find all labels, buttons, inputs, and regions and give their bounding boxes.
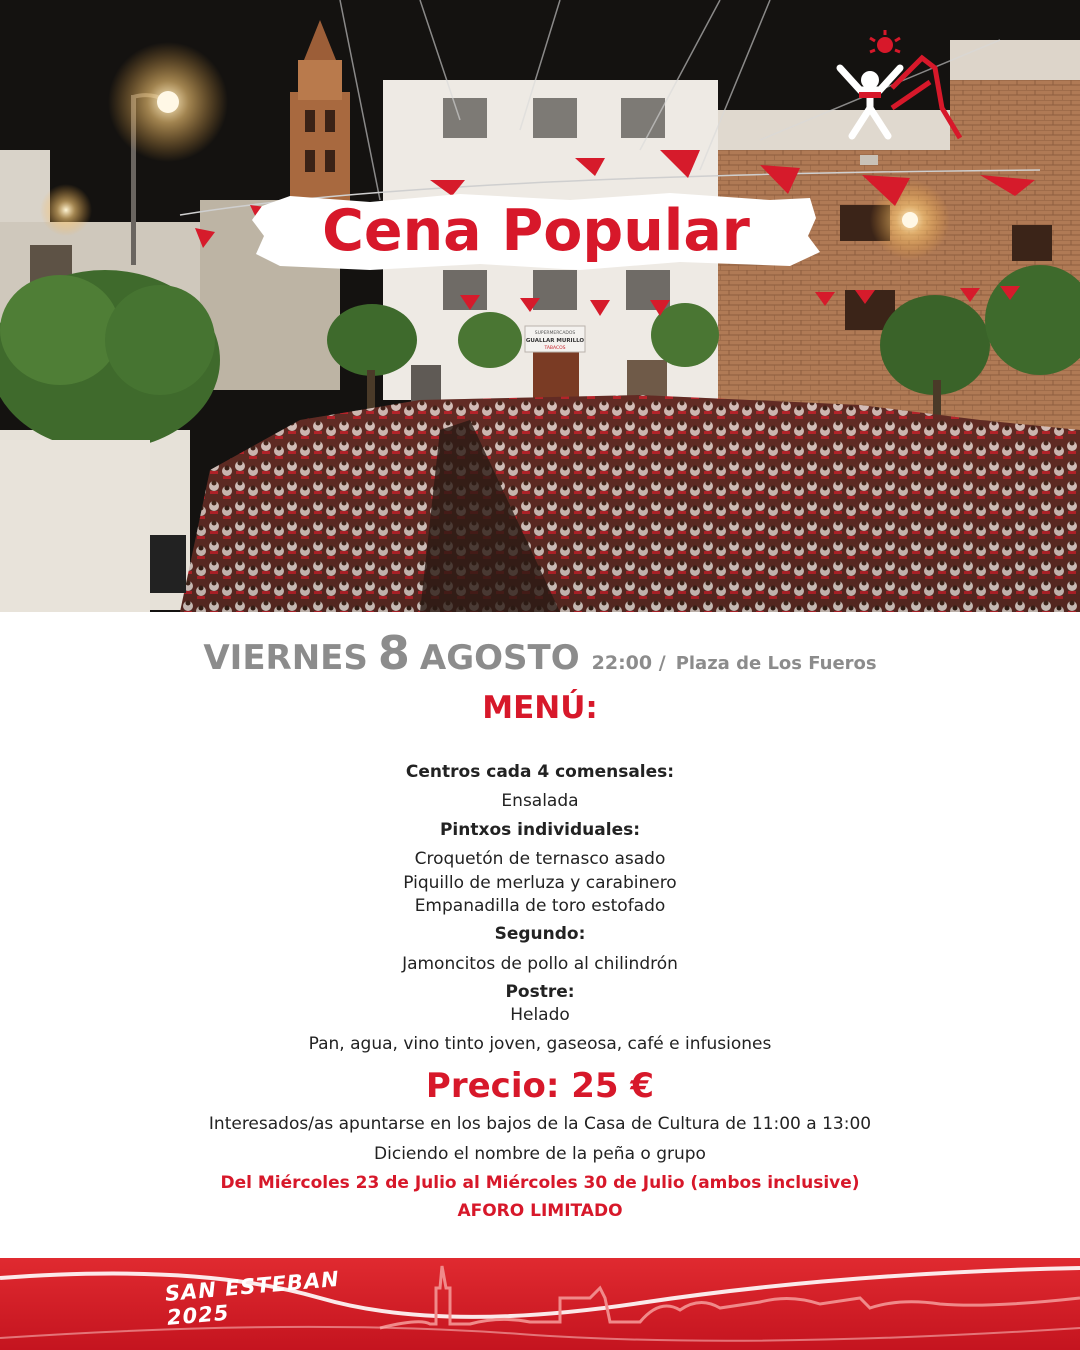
signup-info: Interesados/as apuntarse en los bajos de la Casa de Cultura de 11:00 a 13:00 <box>208 1114 872 1134</box>
menu-item: Jamoncitos de pollo al chilindrón <box>402 954 678 974</box>
sign-line-1: SUPERMERCADOS <box>534 331 576 336</box>
event-place: Plaza de Los Fueros <box>675 653 877 674</box>
signup-dates: Del Miércoles 23 de Julio al Miércoles 30 de Julio (ambos inclusive) <box>220 1173 860 1193</box>
price: Precio: 25 € <box>425 1066 655 1106</box>
menu-item: Ensalada <box>501 791 579 811</box>
menu-item: Croquetón de ternasco asado <box>414 849 666 869</box>
event-title: Cena Popular <box>322 198 750 264</box>
event-time: 22:00 / <box>591 652 666 674</box>
title-badge <box>250 188 822 274</box>
sign-line-2: GUALLAR MURILLO <box>525 338 585 344</box>
group-note: Diciendo el nombre de la peña o grupo <box>374 1144 706 1164</box>
capacity-note: AFORO LIMITADO <box>457 1201 623 1221</box>
event-photo <box>0 0 1080 612</box>
month: AGOSTO <box>419 638 580 678</box>
shop-sign <box>525 326 585 352</box>
menu-extras: Pan, agua, vino tinto joven, gaseosa, café e infusiones <box>308 1034 772 1054</box>
date-time-line <box>0 626 1080 682</box>
menu-heading: Postre: <box>505 982 575 1002</box>
menu-heading: Segundo: <box>494 924 586 944</box>
menu-title: MENÚ: <box>482 690 598 726</box>
day-name: VIERNES <box>203 638 368 678</box>
footer-band <box>0 1258 1080 1350</box>
sign-line-3: TABACOS <box>544 346 566 351</box>
menu-item: Helado <box>510 1005 570 1025</box>
menu-heading: Pintxos individuales: <box>439 820 641 840</box>
day-number: 8 <box>377 626 410 680</box>
footer-label: SAN ESTEBAN 2025 <box>163 1266 341 1330</box>
festival-logo-icon <box>830 28 965 148</box>
menu-item: Empanadilla de toro estofado <box>414 896 666 916</box>
menu-heading: Centros cada 4 comensales: <box>405 762 675 782</box>
menu-item: Piquillo de merluza y carabinero <box>403 873 677 893</box>
